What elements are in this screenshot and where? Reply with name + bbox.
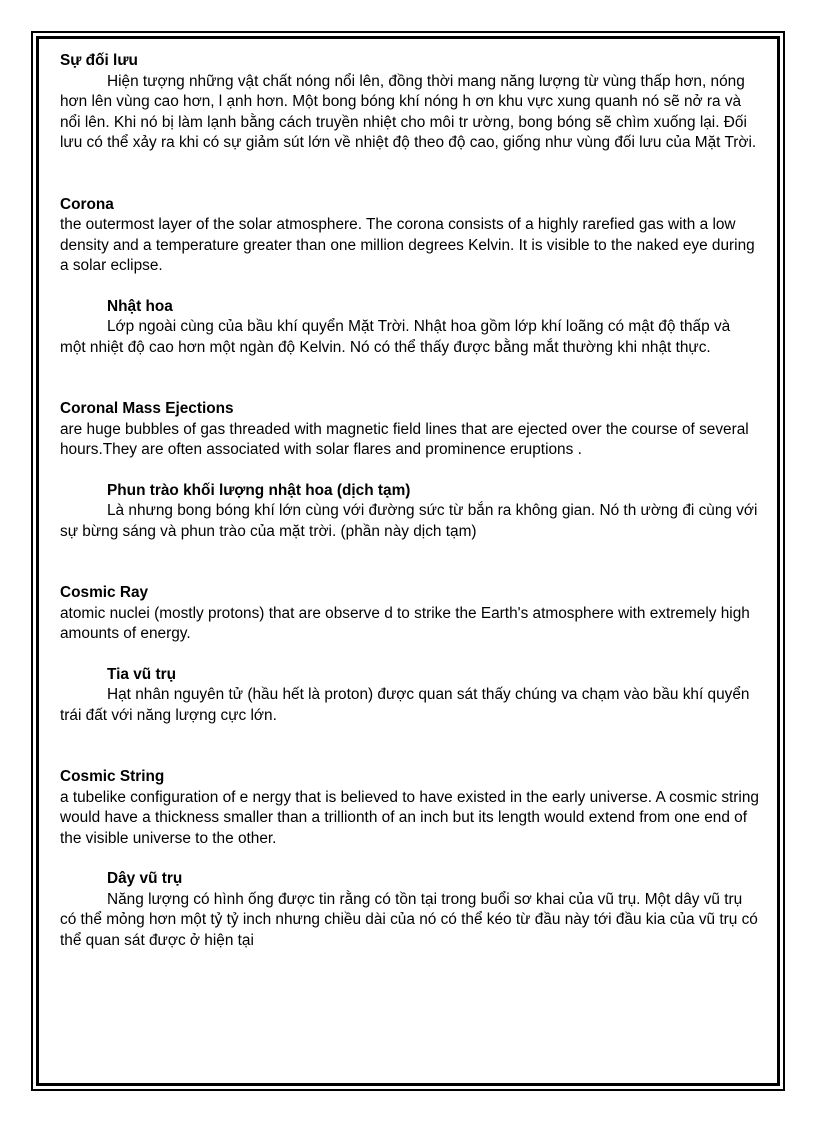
- spacer: [60, 154, 760, 195]
- section-heading: Sự đối lưu: [60, 52, 138, 69]
- section-text: a tubelike configuration of e nergy that is believed to have existed in the early universe. A cosmic string would have a thickness smaller than a trillionth of an inch but its length would extend from one end of the visible universe to the other.: [60, 788, 759, 847]
- document-body: [60, 51, 760, 951]
- spacer: [60, 726, 760, 767]
- section-corona: [60, 195, 760, 359]
- spacer: [60, 849, 760, 869]
- translation-text: Hạt nhân nguyên tử (hầu hết là proton) được quan sát thấy chúng va chạm vào bầu khí quyển trái đất với năng lượng cực lớn.: [60, 686, 750, 724]
- translation-text: Là nhưng bong bóng khí lớn cùng với đường sức từ bắn ra không gian. Nó th ường đi cùng với sự bừng sáng và phun trào của mặt trời. (phần này dịch tạm): [60, 502, 758, 540]
- translation-text: Lớp ngoài cùng của bầu khí quyển Mặt Trời. Nhật hoa gồm lớp khí loãng có mật độ thấp và một nhiệt độ cao hơn một ngàn độ Kelvin. Nó có thể thấy được bằng mắt thường khi nhật thực.: [60, 318, 731, 356]
- section-text: atomic nuclei (mostly protons) that are observe d to strike the Earth's atmosphere with extremely high amounts of energy.: [60, 604, 750, 642]
- translation-heading: Tia vũ trụ: [107, 665, 176, 683]
- translation-heading: Nhật hoa: [107, 297, 173, 315]
- translation-heading: Dây vũ trụ: [107, 870, 183, 887]
- spacer: [60, 461, 760, 481]
- section-convection: [60, 51, 760, 154]
- section-cosmic-ray: [60, 583, 760, 726]
- section-heading: Cosmic Ray: [60, 584, 149, 601]
- section-heading: Cosmic String: [60, 768, 165, 785]
- spacer: [60, 542, 760, 583]
- translation-text: Năng lượng có hình ống được tin rằng có tồn tại trong buổi sơ khai của vũ trụ. Một dây vũ trụ có thể mỏng hơn một tỷ tỷ inch nhưng chiều dài của nó có thể kéo từ đầu này tới đầu kia của vũ trụ có thể quan sát được ở hiện tại: [60, 890, 758, 949]
- section-text: Hiện tượng những vật chất nóng nổi lên, đồng thời mang năng lượng từ vùng thấp hơn, nóng hơn lên vùng cao hơn, l ạnh hơn. Một bong bóng khí nóng h ơn khu vực xung quanh nó sẽ nở ra và nổi lên. Khi nó bị làm lạnh bằng cách truyền nhiệt cho môi tr ường, bong bóng sẽ chìm xuống lại. Đối lưu có thể xảy ra khi có sự giảm sút lớn về nhiệt độ theo độ cao, giống như vùng đối lưu của Mặt Trời.: [60, 72, 757, 151]
- translation-heading: Phun trào khối lượng nhật hoa (dịch tạm): [107, 481, 411, 499]
- section-text: the outermost layer of the solar atmosphere. The corona consists of a highly rarefied gas with a low density and a temperature greater than one million degrees Kelvin. It is visible to the naked eye during a solar eclipse.: [60, 216, 755, 274]
- section-heading: Corona: [60, 195, 114, 213]
- spacer: [60, 358, 760, 399]
- spacer: [60, 645, 760, 665]
- section-cosmic-string: [60, 767, 760, 951]
- spacer: [60, 277, 760, 297]
- section-text: are huge bubbles of gas threaded with magnetic field lines that are ejected over the course of several hours.They are often associated with solar flares and prominence eruptions .: [60, 420, 749, 458]
- section-coronal-mass-ejections: [60, 399, 760, 542]
- section-heading: Coronal Mass Ejections: [60, 400, 234, 417]
